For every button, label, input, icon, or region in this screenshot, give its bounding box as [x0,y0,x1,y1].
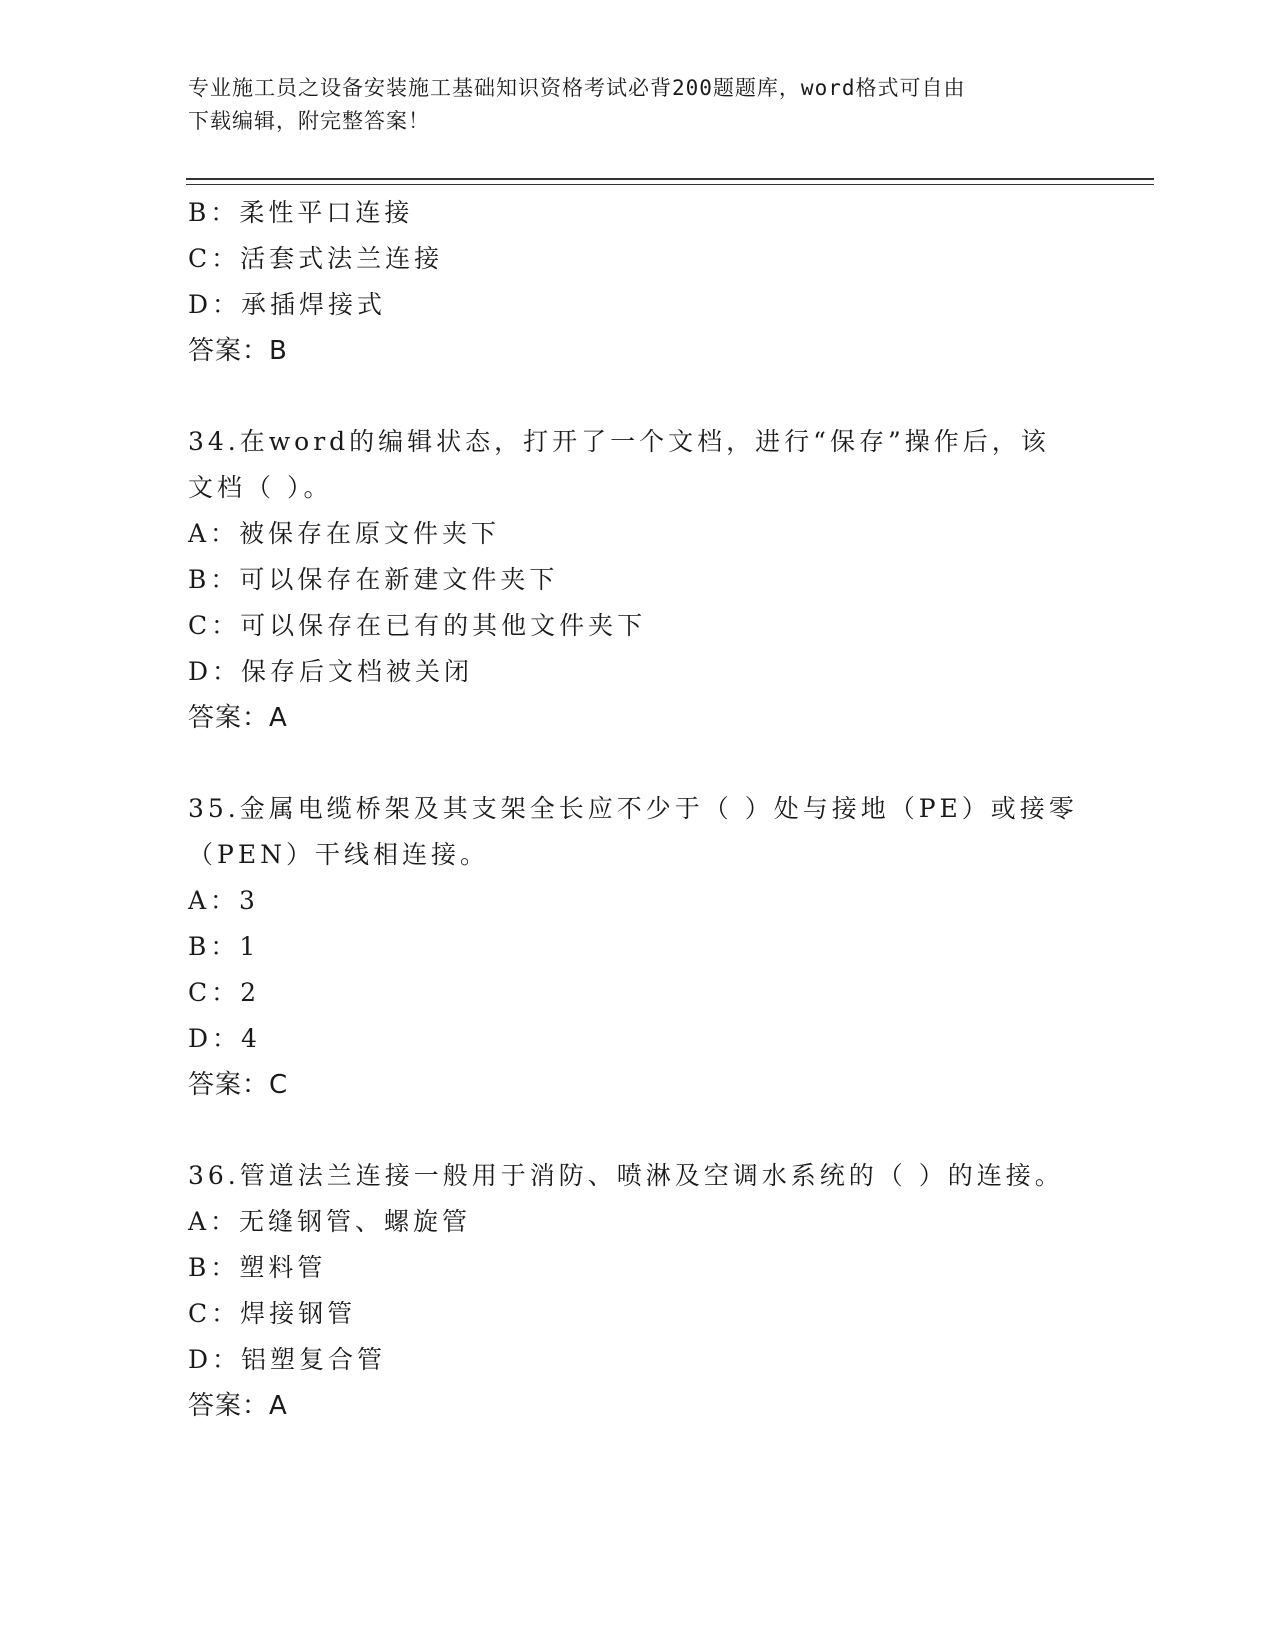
question-36 [188,1153,1088,1429]
option-a: A：被保存在原文件夹下 [188,519,501,548]
option-c: C：2 [188,978,261,1007]
option-a: A：3 [188,886,259,915]
question-stem: 35.金属电缆桥架及其支架全长应不少于（ ）处与接地（PE）或接零 [188,794,1078,823]
document-header [188,72,1088,138]
option-b: B：1 [188,932,260,961]
header-divider-thin [186,184,1154,185]
option-d: D：承插焊接式 [188,290,387,319]
question-spacer [188,1108,1088,1153]
answer-line: 答案：A [188,1391,288,1421]
question-stem-continued: 文档（ ）。 [188,473,333,502]
option-b: B：塑料管 [188,1253,327,1282]
header-line-1: 专业施工员之设备安装施工基础知识资格考试必背200题题库，word格式可自由 [188,76,966,100]
option-d: D：保存后文档被关闭 [188,657,474,686]
option-a: A：无缝钢管、螺旋管 [188,1207,472,1236]
question-35 [188,786,1088,1108]
option-d: D：铝塑复合管 [188,1345,387,1374]
option-d: D：4 [188,1024,261,1053]
header-divider-thick [186,178,1154,180]
question-stem: 36.管道法兰连接一般用于消防、喷淋及空调水系统的（ ）的连接。 [188,1161,1064,1190]
option-c: C：可以保存在已有的其他文件夹下 [188,611,647,640]
question-34 [188,419,1088,741]
header-line-2: 下载编辑，附完整答案！ [188,109,430,133]
question-stem-continued: （PEN）干线相连接。 [188,840,489,869]
option-c: C：焊接钢管 [188,1299,357,1328]
question-spacer [188,374,1088,419]
question-list [188,190,1088,1429]
answer-line: 答案：B [188,336,288,366]
option-c: C：活套式法兰连接 [188,244,444,273]
question-33 [188,190,1088,374]
option-b: B：可以保存在新建文件夹下 [188,565,559,594]
answer-line: 答案：A [188,703,288,733]
answer-line: 答案：C [188,1070,289,1100]
question-stem: 34.在word的编辑状态，打开了一个文档，进行“保存”操作后，该 [188,427,1050,456]
question-spacer [188,741,1088,786]
option-b: B：柔性平口连接 [188,198,414,227]
